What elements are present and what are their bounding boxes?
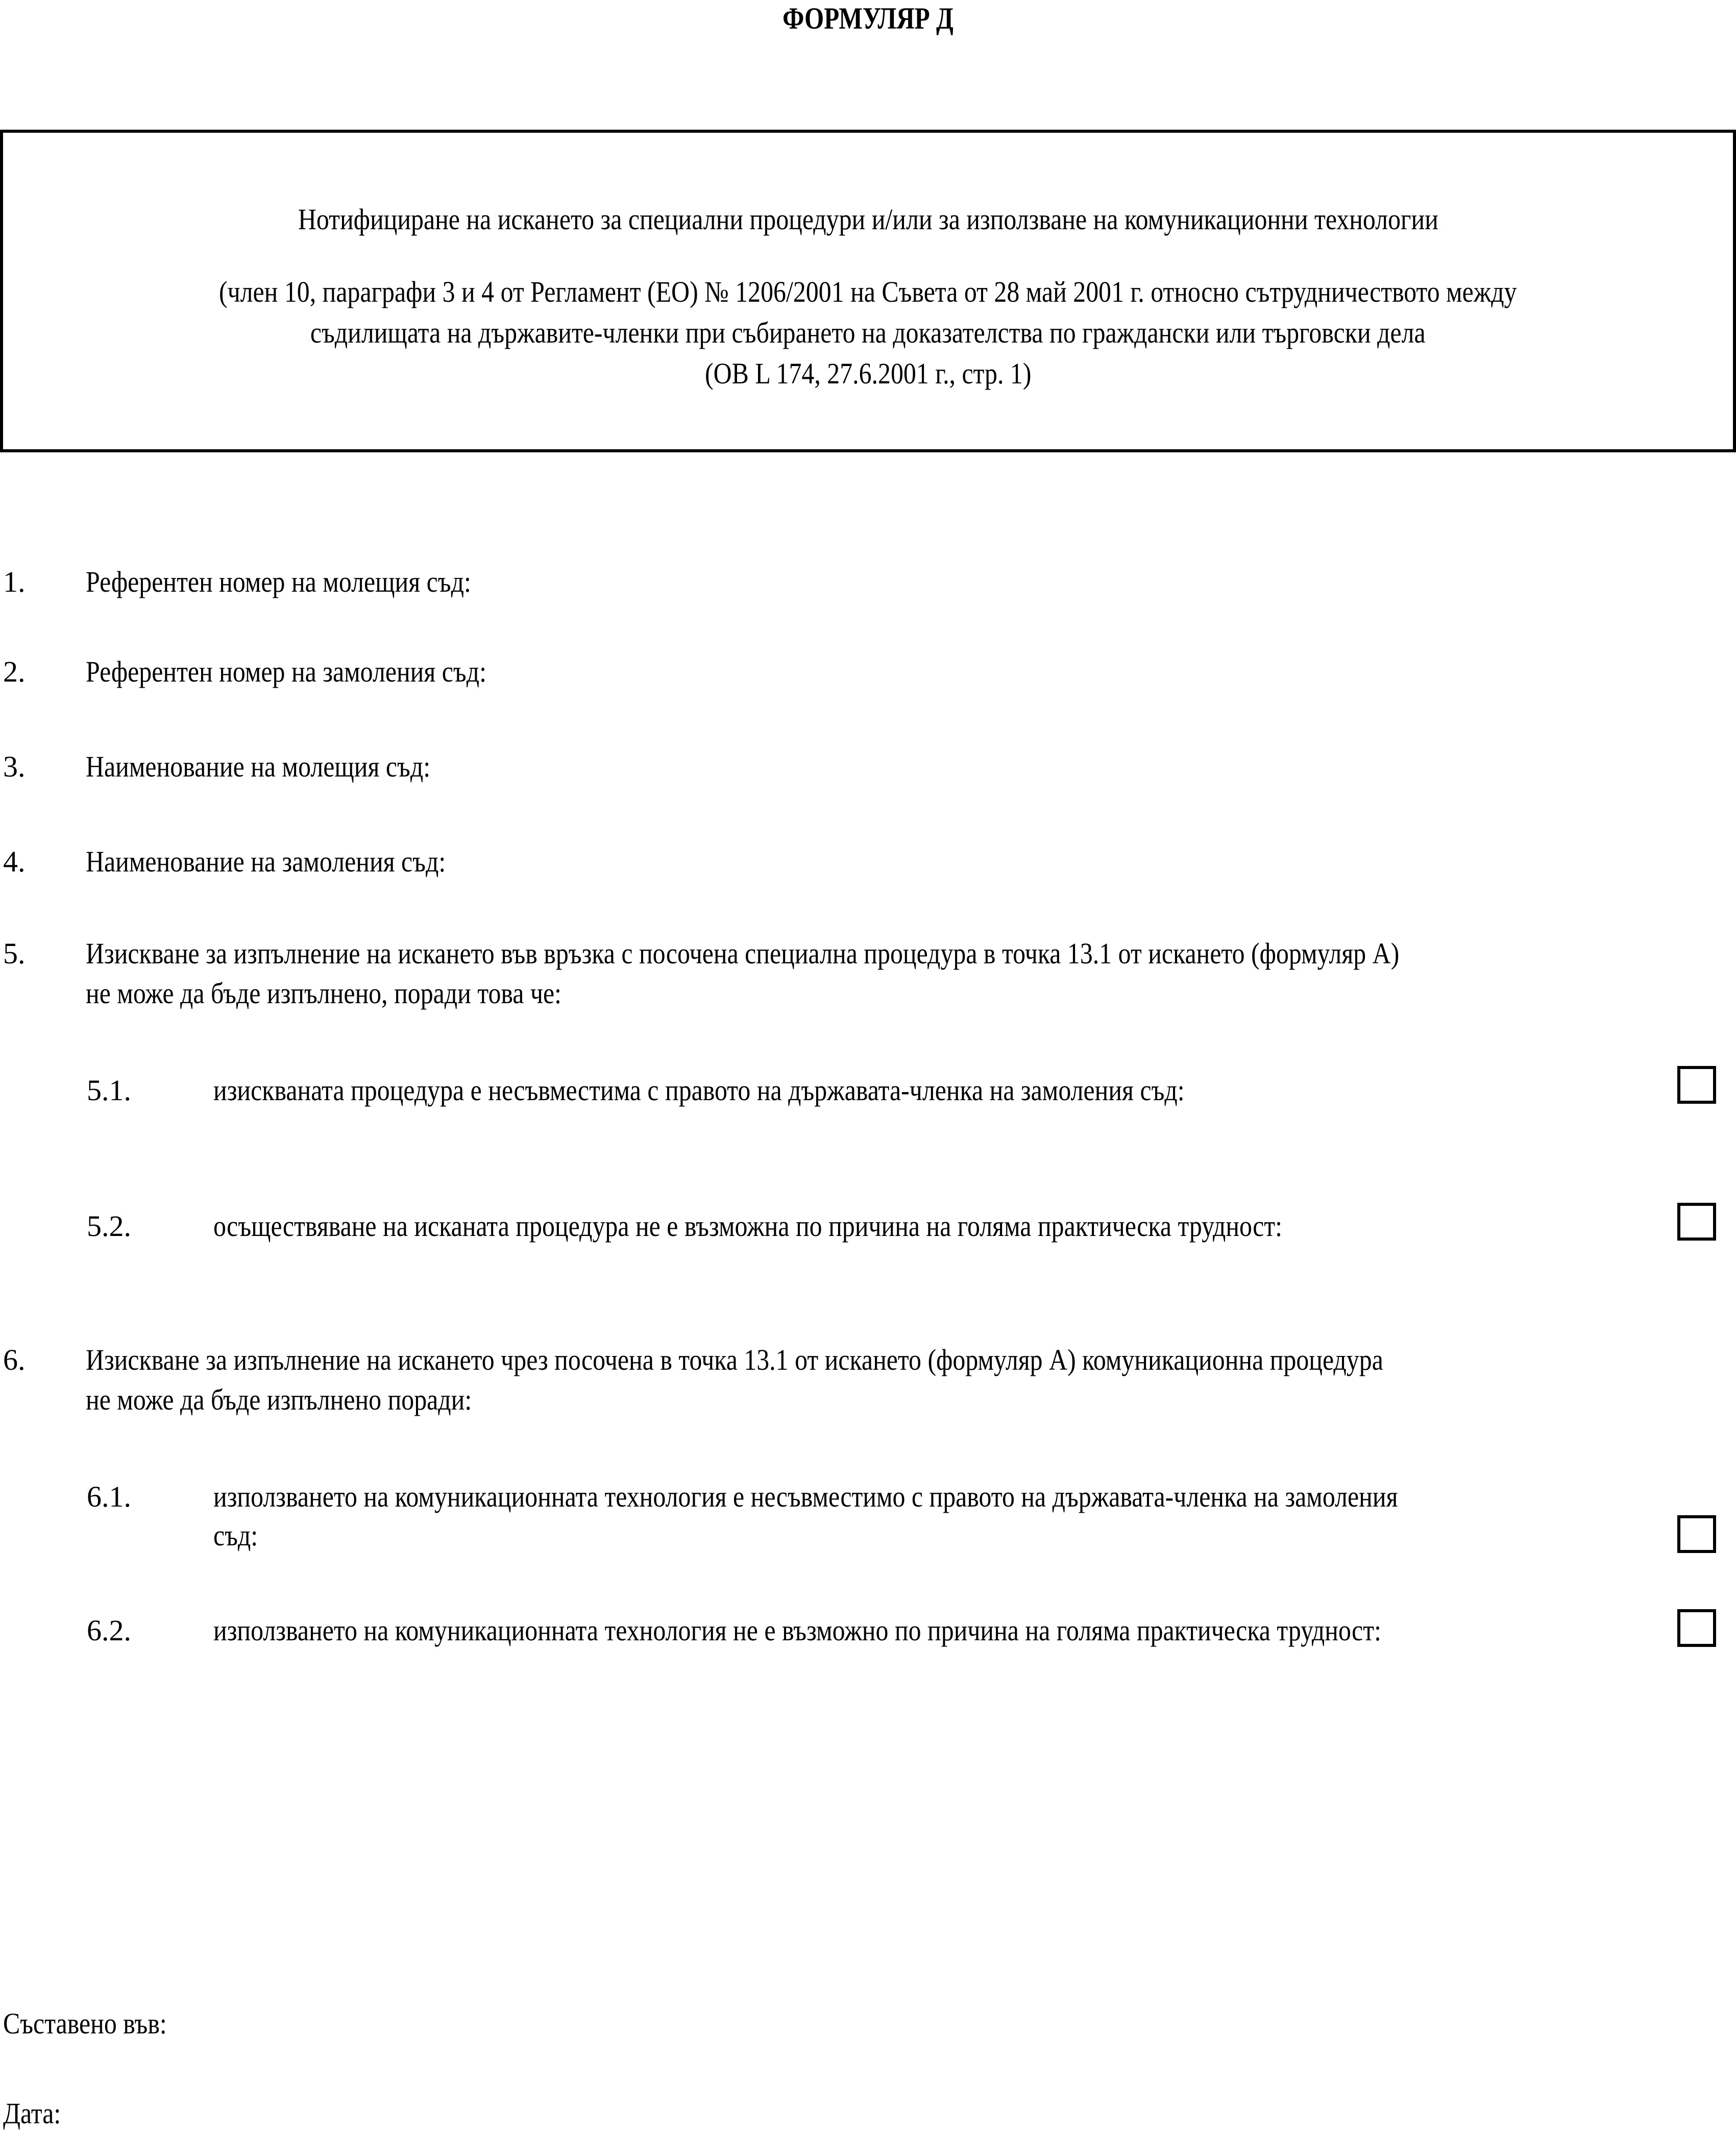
header-box (0, 130, 1736, 452)
item-number: 4. (3, 845, 26, 878)
form-title: ФОРМУЛЯР Д (783, 2, 953, 35)
legal-reference-line-2: съдилищата на държавите-членки при събирането на доказателства по граждански или търговски дела (310, 316, 1426, 349)
item-label: Референтен номер на молещия съд: (86, 565, 471, 598)
legal-reference-line-1: (член 10, параграфи 3 и 4 от Регламент (ЕО) № 1206/2001 на Съвета от 28 май 2001 г. относно сътрудничеството между (219, 275, 1517, 308)
item-label-line-1: Изискване за изпълнение на искането във връзка с посочена специална процедура в точка 13.1 от искането (формуляр А) (86, 937, 1400, 970)
legal-reference-line-3: (ОВ L 174, 27.6.2001 г., стр. 1) (704, 357, 1032, 390)
subitem-label-line-1: използването на комуникационната технология е несъвместимо с правото на държавата-членка на замоления (213, 1480, 1398, 1513)
item-label: Наименование на молещия съд: (86, 750, 431, 783)
place-label: Съставено във: (3, 2007, 167, 2040)
subitem-label: изискваната процедура е несъвместима с правото на държавата-членка на замоления съд: (213, 1074, 1185, 1107)
item-number: 2. (3, 655, 26, 688)
subitem-number: 6.1. (87, 1480, 131, 1513)
date-label: Дата: (3, 2097, 61, 2130)
item-number: 6. (3, 1343, 26, 1376)
subitem-number: 5.2. (87, 1209, 131, 1243)
checkbox-6-2[interactable] (1677, 1609, 1716, 1647)
checkbox-5-1[interactable] (1677, 1066, 1716, 1104)
item-number: 1. (3, 565, 26, 598)
subitem-number: 5.1. (87, 1074, 131, 1107)
item-label-line-2: не може да бъде изпълнено поради: (86, 1383, 472, 1416)
item-number: 5. (3, 937, 26, 970)
checkbox-6-1[interactable] (1677, 1515, 1716, 1553)
header-heading: Нотифициране на искането за специални процедури и/или за използване на комуникационни технологии (298, 203, 1438, 236)
item-label-line-2: не може да бъде изпълнено, поради това че: (86, 977, 561, 1010)
item-label-line-1: Изискване за изпълнение на искането чрез посочена в точка 13.1 от искането (формуляр А) комуникационна процедура (86, 1343, 1383, 1376)
item-label: Референтен номер на замоления съд: (86, 655, 486, 688)
subitem-label-line-2: съд: (213, 1519, 258, 1552)
subitem-number: 6.2. (87, 1614, 131, 1647)
item-label: Наименование на замоления съд: (86, 845, 446, 878)
item-number: 3. (3, 750, 26, 783)
subitem-label: използването на комуникационната технология не е възможно по причина на голяма практическа трудност: (213, 1614, 1381, 1647)
checkbox-5-2[interactable] (1677, 1203, 1716, 1241)
subitem-label: осъществяване на исканата процедура не е възможна по причина на голяма практическа трудност: (213, 1209, 1283, 1243)
